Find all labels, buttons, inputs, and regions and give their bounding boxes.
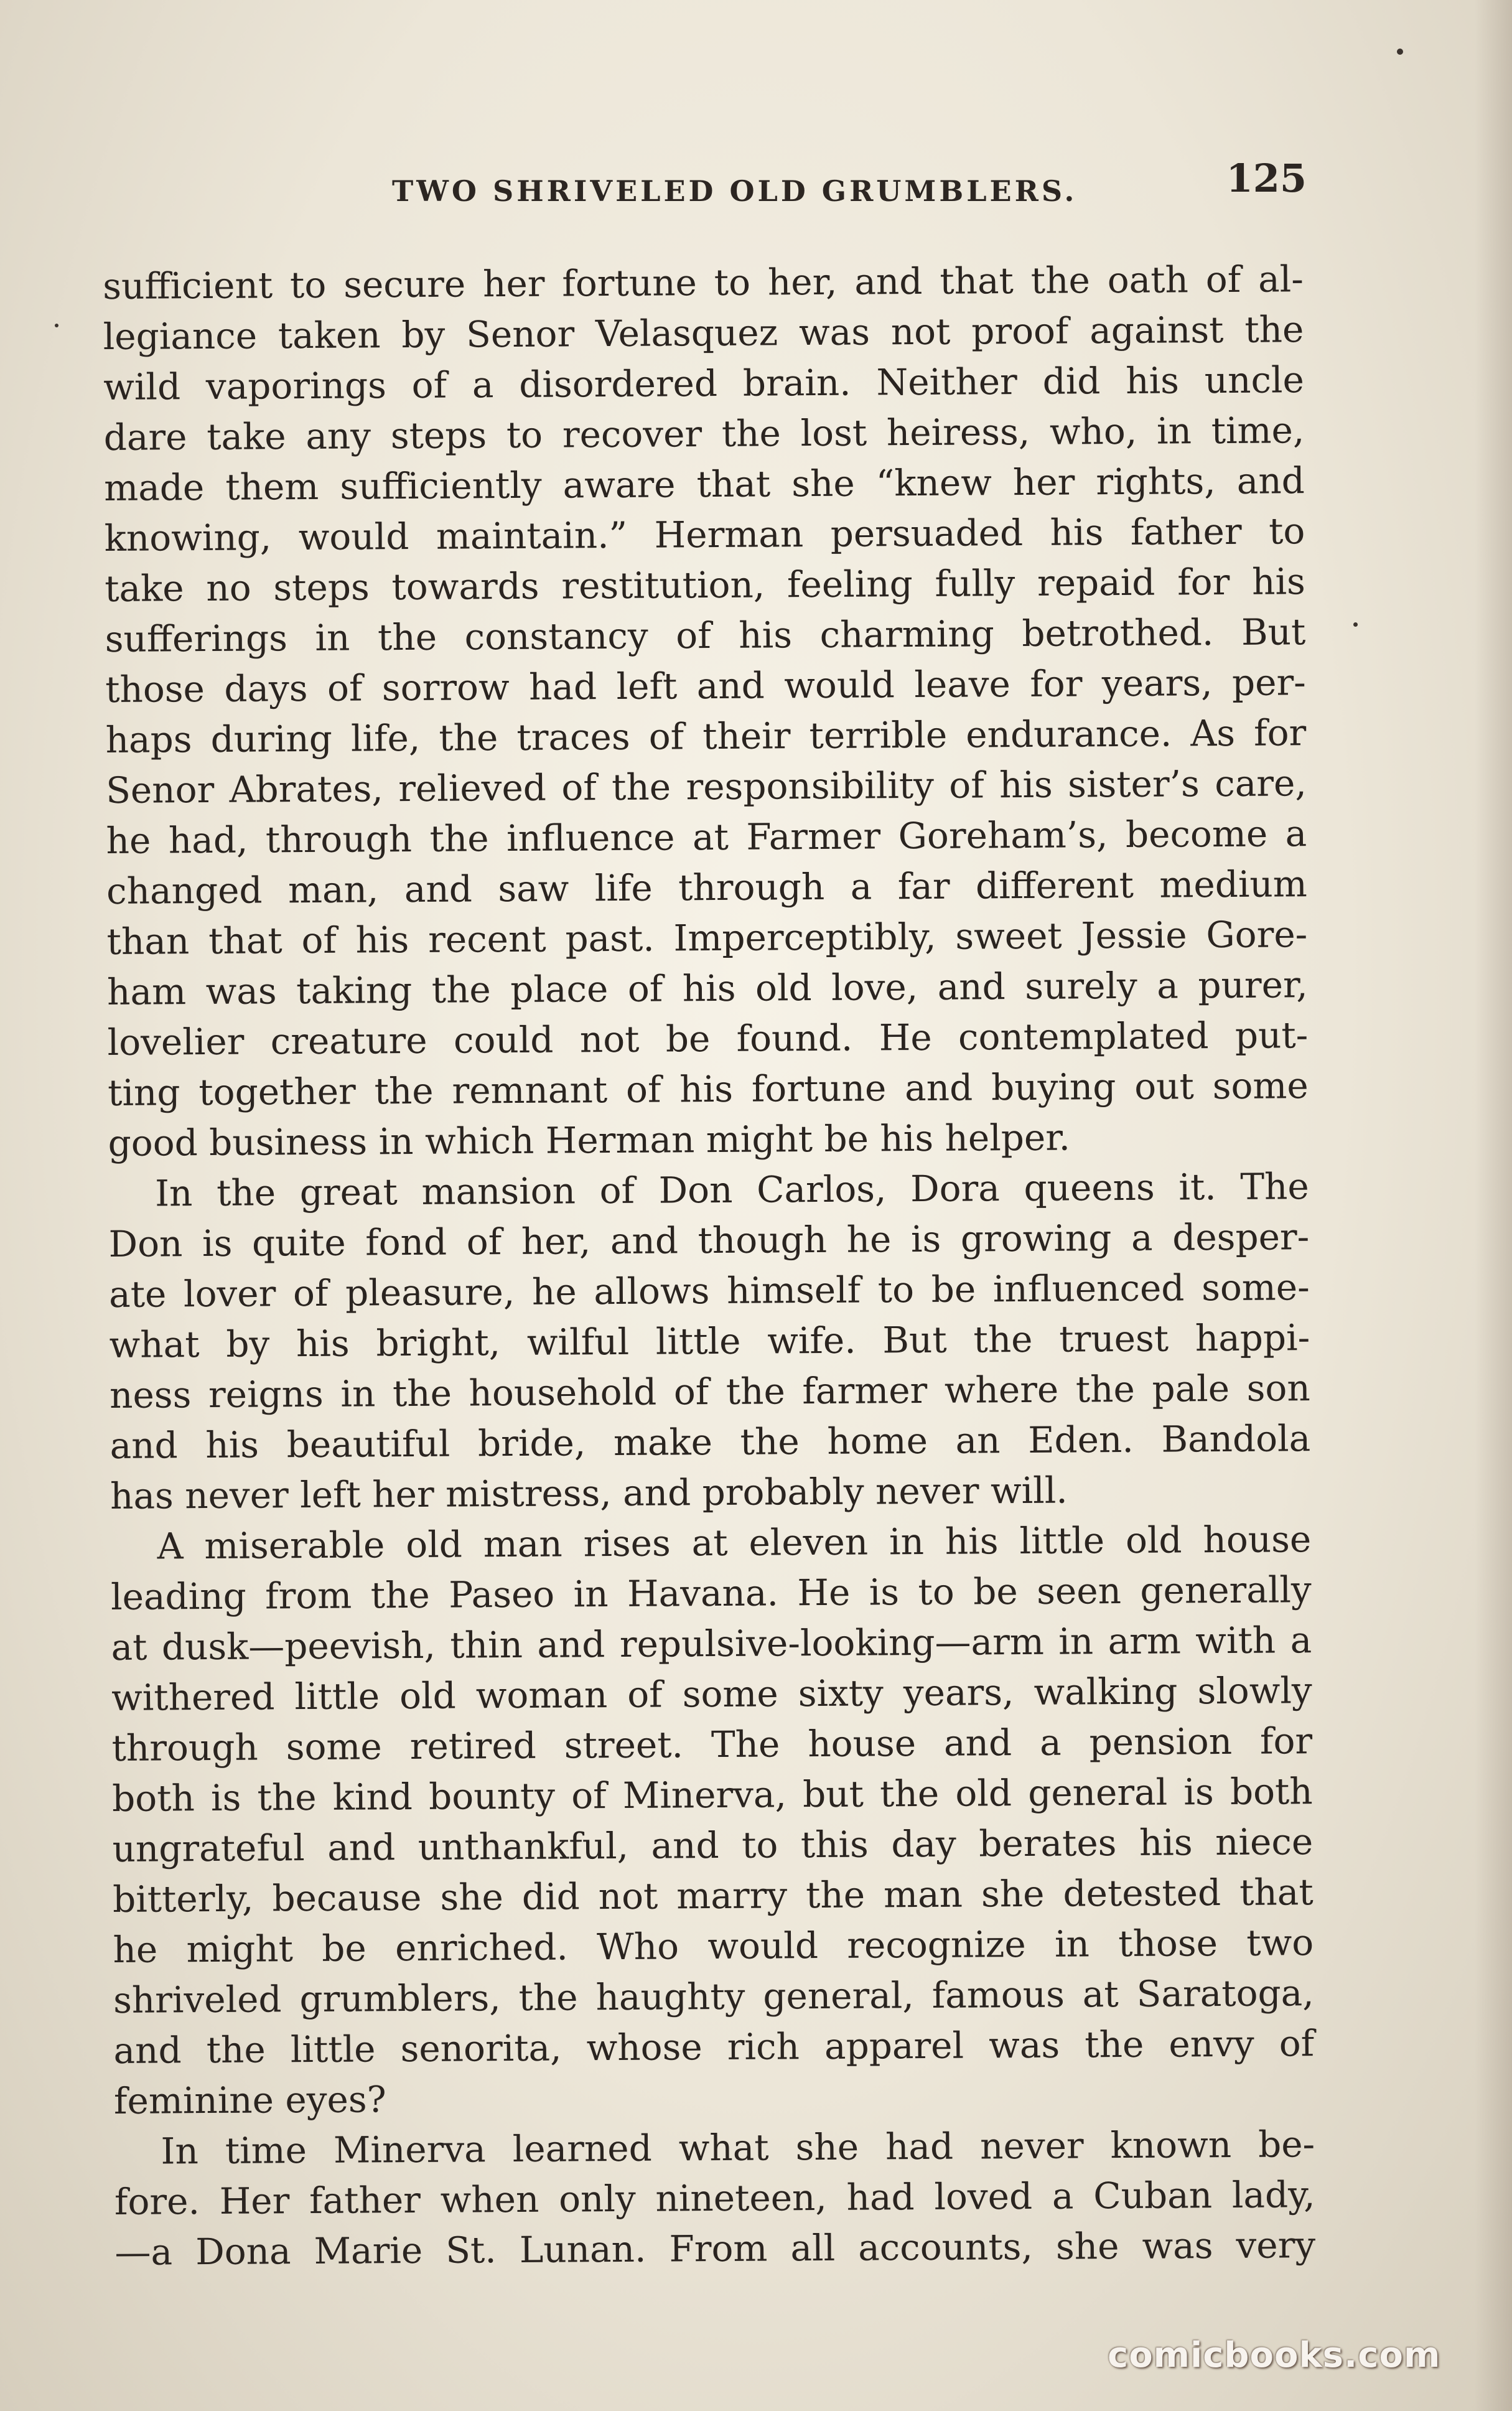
text-line: feminine eyes? bbox=[113, 2078, 386, 2122]
text-line: lovelier creature could not be found. He contemplated put- bbox=[107, 1014, 1309, 1064]
text-line: changed man, and saw life through a far different medium bbox=[106, 863, 1307, 912]
text-line: withered little old woman of some sixty years, walking slowly bbox=[111, 1669, 1312, 1719]
text-line: Don is quite fond of her, and though he is growing a desper- bbox=[108, 1215, 1310, 1265]
text-line: than that of his recent past. Imperceptibly, sweet Jessie Gore- bbox=[106, 913, 1308, 963]
text-line: at dusk—peevish, thin and repulsive-looking—arm in arm with a bbox=[111, 1619, 1312, 1669]
body-text bbox=[103, 254, 1316, 2278]
text-line: sufferings in the constancy of his charming betrothed. But bbox=[105, 611, 1306, 660]
text-line: ting together the remnant of his fortune and buying out some bbox=[107, 1064, 1309, 1114]
page-edge-shadow bbox=[1475, 0, 1512, 2411]
text-line: take no steps towards restitution, feeling fully repaid for his bbox=[105, 560, 1306, 610]
text-line: In time Minerva learned what she had never known be- bbox=[161, 2123, 1315, 2173]
text-line: Senor Abrates, relieved of the responsibility of his sister’s care, bbox=[105, 762, 1307, 812]
text-line: —a Dona Marie St. Lunan. From all accounts, she was very bbox=[114, 2224, 1316, 2273]
text-line: leading from the Paseo in Havana. He is to be seen generally bbox=[110, 1568, 1312, 1618]
text-line: both is the kind bounty of Minerva, but the old general is both bbox=[111, 1770, 1313, 1820]
text-line: haps during life, the traces of their terrible endurance. As for bbox=[105, 711, 1307, 761]
text-line: dare take any steps to recover the lost heiress, who, in time, bbox=[103, 409, 1305, 459]
text-line: ate lover of pleasure, he allows himself to be influenced some- bbox=[108, 1266, 1310, 1316]
text-line: ham was taking the place of his old love, and surely a purer, bbox=[106, 963, 1308, 1013]
text-line: what by his bright, wilful little wife. But the truest happi- bbox=[109, 1316, 1310, 1366]
text-line: through some retired street. The house and a pension for bbox=[111, 1720, 1313, 1769]
text-line: bitterly, because she did not marry the man she detested that bbox=[112, 1871, 1314, 1921]
text-line: In the great mansion of Don Carlos, Dora queens it. The bbox=[154, 1165, 1309, 1215]
text-line: knowing, would maintain.” Herman persuaded his father to bbox=[104, 510, 1305, 559]
text-line: he might be enriched. Who would recognize in those two bbox=[113, 1921, 1314, 1971]
ink-speck bbox=[1353, 622, 1358, 627]
text-line: fore. Her father when only nineteen, had loved a Cuban lady, bbox=[114, 2173, 1315, 2223]
watermark: comicbooks.com bbox=[1108, 2335, 1441, 2376]
page-number: 125 bbox=[1226, 156, 1307, 201]
text-line: made them sufficiently aware that she “knew her rights, and bbox=[104, 459, 1305, 509]
text-line: shriveled grumblers, the haughty general, famous at Saratoga, bbox=[113, 1972, 1314, 2021]
page-header bbox=[373, 156, 1307, 224]
text-line: ness reigns in the household of the farmer where the pale son bbox=[109, 1367, 1310, 1416]
text-line: good business in which Herman might be his helper. bbox=[108, 1116, 1071, 1164]
text-line: wild vaporings of a disordered brain. Neither did his uncle bbox=[103, 358, 1305, 408]
ink-speck bbox=[55, 324, 58, 327]
running-head: TWO SHRIVELED OLD GRUMBLERS. bbox=[392, 174, 1078, 208]
text-line: those days of sorrow had left and would leave for years, per- bbox=[105, 661, 1306, 711]
text-line: sufficient to secure her fortune to her, and that the oath of al- bbox=[103, 258, 1304, 307]
text-line: he had, through the influence at Farmer Goreham’s, become a bbox=[106, 812, 1307, 862]
text-line: and the little senorita, whose rich apparel was the envy of bbox=[113, 2022, 1315, 2072]
text-line: A miserable old man rises at eleven in his little old house bbox=[157, 1518, 1312, 1568]
text-line: ungrateful and unthankful, and to this day berates his niece bbox=[112, 1820, 1314, 1870]
text-line: and his beautiful bride, make the home an Eden. Bandola bbox=[110, 1417, 1311, 1467]
text-line: has never left her mistress, and probably never will. bbox=[110, 1469, 1068, 1517]
text-line: legiance taken by Senor Velasquez was not proof against the bbox=[103, 308, 1304, 358]
ink-speck bbox=[1397, 49, 1403, 55]
